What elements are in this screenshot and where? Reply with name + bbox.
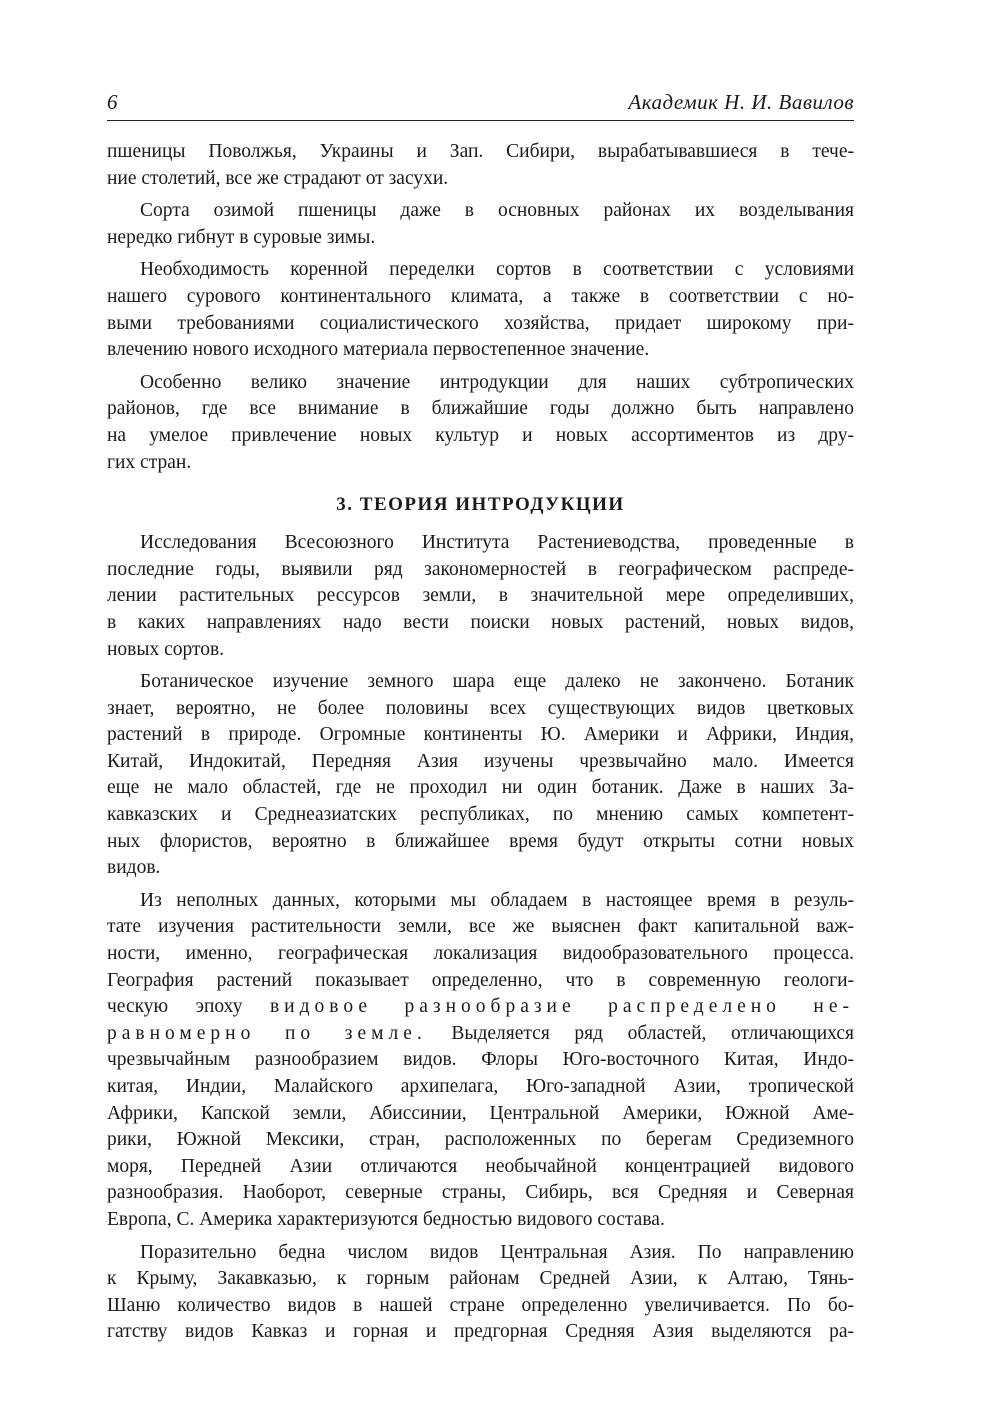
text-line: кавказских и Среднеазиатских республиках, по мнению самых компетент- [107, 804, 854, 826]
body-text [107, 139, 854, 1346]
text-run: ческую эпоху [107, 996, 243, 1018]
text-line: лении растительных рессурсов земли, в значительной мере определивших, [107, 585, 854, 607]
paragraph [107, 1240, 854, 1346]
text-line: еще не мало областей, где не проходил ни один ботаник. Даже в наших За- [107, 777, 854, 799]
book-page [107, 88, 854, 1352]
text-line: ных флористов, вероятно в ближайшее время будут открыты сотни новых [107, 830, 854, 852]
paragraph [107, 370, 854, 476]
text-line: Шаню количество видов в нашей стране определенно увеличивается. По бо- [107, 1294, 854, 1316]
text-line: Европа, С. Америка характеризуются бедностью видового состава. [107, 1208, 665, 1230]
text-line: гатству видов Кавказ и горная и предгорная Средняя Азия выделяются ра- [107, 1321, 854, 1343]
paragraph [107, 139, 854, 192]
text-line [107, 1021, 854, 1048]
spaced-emphasis: равномерно по земле. [107, 1022, 427, 1044]
text-line: к Крыму, Закавказью, к горным районам Средней Азии, к Алтаю, Тянь- [107, 1268, 854, 1290]
text-line: китая, Индии, Малайского архипелага, Юго-западной Азии, тропической [107, 1076, 854, 1097]
text-line: знает, вероятно, не более половины всех существующих видов цветковых [107, 697, 854, 719]
paragraph [107, 669, 854, 882]
text-line [107, 994, 854, 1021]
text-line: новых сортов. [107, 638, 225, 660]
running-header [107, 88, 854, 121]
text-line: на умелое привлечение новых культур и новых ассортиментов из дру- [107, 424, 854, 446]
text-line: ние столетий, все же страдают от засухи. [107, 167, 449, 189]
text-line: чрезвычайным разнообразием видов. Флоры Юго-восточного Китая, Индо- [107, 1049, 854, 1071]
text-line: Особенно велико значение интродукции для наших субтропических [140, 371, 854, 393]
text-line: разнообразия. Наоборот, северные страны, Сибирь, вся Средняя и Северная [107, 1182, 854, 1204]
text-line: Ботаническое изучение земного шара еще далеко не закончено. Ботаник [140, 671, 854, 693]
text-line: Сорта озимой пшеницы даже в основных районах их возделывания [140, 200, 854, 222]
text-run: Выделяется ряд областей, отличающихся [426, 1022, 854, 1044]
paragraph [107, 888, 854, 1234]
paragraph [107, 530, 854, 663]
text-line: Китай, Индокитай, Передняя Азия изучены чрезвычайно мало. Имеется [107, 750, 854, 772]
text-line: районов, где все внимание в ближайшие годы должно быть направлено [107, 398, 854, 420]
text-line: нашего сурового континентального климата, а также в соответствии с но- [107, 285, 854, 307]
text-line: пшеницы Поволжья, Украины и Зап. Сибири, вырабатывавшиеся в тече- [107, 141, 854, 162]
text-line: в каких направлениях надо вести поиски новых растений, новых видов, [107, 611, 854, 633]
text-line: Исследования Всесоюзного Института Растениеводства, проведенные в [140, 532, 854, 554]
text-line: влечению нового исходного материала первостепенное значение. [107, 339, 650, 361]
text-line: видов. [107, 857, 161, 879]
text-line: География растений показывает определенно, что в современную геологи- [107, 969, 854, 991]
paragraph [107, 198, 854, 251]
text-line: Из неполных данных, которыми мы обладаем в настоящее время в резуль- [140, 889, 854, 911]
text-line: Необходимость коренной переделки сортов в соответствии с условиями [140, 259, 854, 281]
paragraph [107, 257, 854, 363]
spaced-emphasis: видовое разнообразие распределено не- [269, 996, 855, 1018]
text-line: моря, Передней Азии отличаются необычайной концентрацией видового [107, 1155, 854, 1177]
text-line: Поразительно бедна числом видов Центральная Азия. По направлению [140, 1241, 854, 1263]
text-line: последние годы, выявили ряд закономерностей в географическом распреде- [107, 558, 854, 580]
text-line: ности, именно, географическая локализация видообразовательного процесса. [107, 943, 854, 965]
running-title: Академик Н. И. Вавилов [628, 90, 854, 114]
text-line: гих стран. [107, 451, 192, 473]
text-line: тате изучения растительности земли, все же выяснен факт капитальной важ- [107, 916, 854, 938]
section-heading: 3. ТЕОРИЯ ИНТРОДУКЦИИ [336, 494, 625, 516]
text-line: растений в природе. Огромные континенты Ю. Америки и Африки, Индия, [107, 724, 854, 746]
text-line: нередко гибнут в суровые зимы. [107, 226, 376, 248]
text-line: Африки, Капской земли, Абиссинии, Центральной Америки, Южной Аме- [107, 1102, 854, 1124]
page-number: 6 [107, 90, 118, 114]
text-line: выми требованиями социалистического хозяйства, придает широкому при- [107, 312, 854, 334]
text-line: рики, Южной Мексики, стран, расположенных по берегам Средиземного [107, 1129, 854, 1151]
